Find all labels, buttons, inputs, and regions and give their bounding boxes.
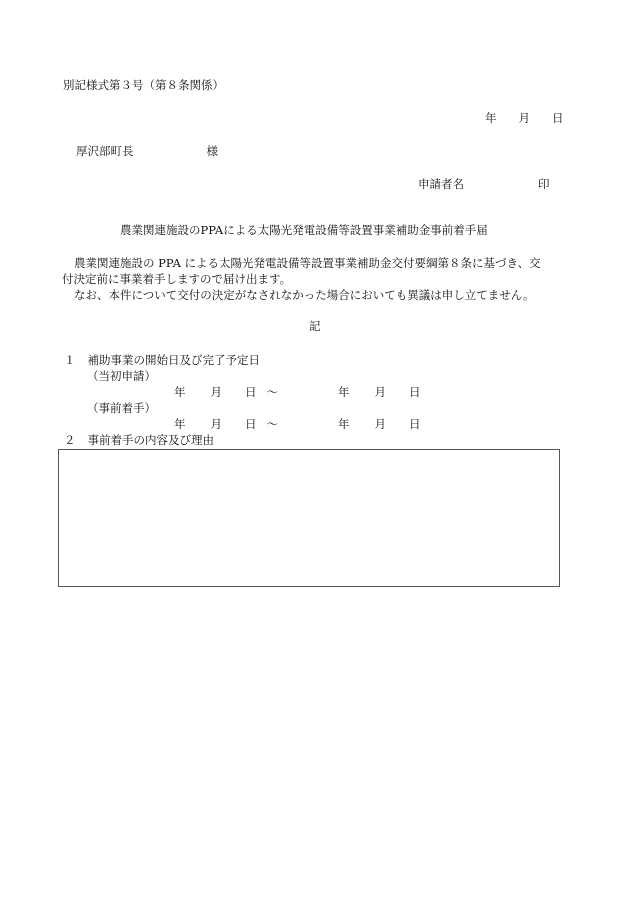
- advance-start-day: 日: [245, 417, 257, 431]
- initial-end-day: 日: [409, 385, 421, 399]
- item2-number: ２: [64, 433, 76, 447]
- initial-start-year: 年: [174, 385, 186, 399]
- applicant-line: [418, 179, 550, 191]
- addressee-honorific: 様: [206, 144, 218, 158]
- item1-heading: [64, 355, 260, 367]
- advance-start-month: 月: [210, 417, 222, 431]
- advance-date-range: [174, 419, 421, 431]
- item1-heading-text: 補助事業の開始日及び完了予定日: [87, 353, 260, 367]
- date-line: [485, 113, 564, 125]
- date-day-label: 日: [552, 111, 564, 125]
- date-month-label: 月: [518, 111, 530, 125]
- addressee: [76, 146, 218, 158]
- initial-end-year: 年: [338, 385, 350, 399]
- advance-start-year: 年: [174, 417, 186, 431]
- body-paragraph-1-line-2: 付決定前に事業着手しますので届け出ます。: [62, 272, 292, 286]
- initial-start-month: 月: [210, 385, 222, 399]
- initial-application-label: （当初申請）: [87, 369, 156, 383]
- form-label: 別記様式第３号（第８条関係）: [63, 78, 224, 92]
- body-paragraph-2: なお、本件について交付の決定がなされなかった場合においても異議は申し立てません。: [74, 288, 535, 302]
- ki-heading: 記: [309, 319, 321, 333]
- advance-end-day: 日: [409, 417, 421, 431]
- item1-number: １: [64, 353, 76, 367]
- item2-heading-text: 事前着手の内容及び理由: [87, 433, 214, 447]
- content-reason-box[interactable]: [58, 449, 560, 587]
- initial-start-day: 日: [245, 385, 257, 399]
- advance-tilde: ～: [266, 417, 278, 431]
- body-paragraph-1-line-1: 農業関連施設の PPA による太陽光発電設備等設置事業補助金交付要綱第８条に基づき、交: [74, 256, 541, 270]
- addressee-name: 厚沢部町長: [76, 144, 134, 158]
- advance-end-year: 年: [338, 417, 350, 431]
- initial-tilde: ～: [266, 385, 278, 399]
- date-year-label: 年: [485, 111, 497, 125]
- advance-start-label: （事前着手）: [87, 401, 156, 415]
- seal-label: 印: [538, 177, 550, 191]
- document-title: 農業関連施設のPPAによる太陽光発電設備等設置事業補助金事前着手届: [120, 223, 488, 237]
- item2-heading: [64, 435, 214, 447]
- initial-date-range: [174, 387, 421, 399]
- applicant-label: 申請者名: [418, 177, 464, 191]
- advance-end-month: 月: [374, 417, 386, 431]
- initial-end-month: 月: [374, 385, 386, 399]
